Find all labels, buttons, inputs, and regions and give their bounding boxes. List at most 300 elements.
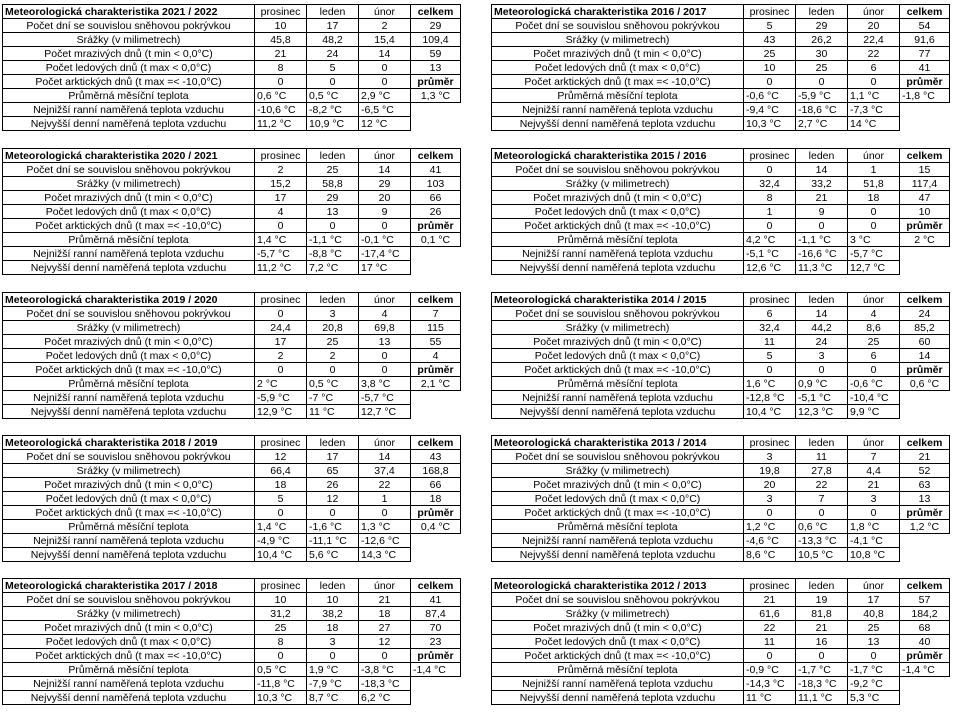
- table-row: [492, 593, 950, 607]
- row-label: Nejnižší ranní naměřená teplota vzduchu: [492, 534, 744, 548]
- table-row: [492, 117, 950, 131]
- value-cell: 15,2: [255, 177, 307, 191]
- value-cell: 0: [744, 75, 796, 89]
- table-row: [3, 520, 461, 534]
- value-cell: -0,9 °C: [744, 663, 796, 677]
- value-cell: 33,2: [796, 177, 848, 191]
- value-cell: 6: [848, 61, 900, 75]
- total-header: celkem: [900, 579, 950, 593]
- table-row: [492, 205, 950, 219]
- table-row: [492, 191, 950, 205]
- value-cell: 24,4: [255, 321, 307, 335]
- row-label: Nejvyšší denní naměřená teplota vzduchu: [492, 405, 744, 419]
- table-row: [3, 635, 461, 649]
- value-cell: 10,4 °C: [255, 548, 307, 562]
- row-label: Počet ledových dnů (t max < 0,0°C): [492, 349, 744, 363]
- value-cell: 7: [848, 450, 900, 464]
- table-row: [492, 607, 950, 621]
- row-label: Počet dní se souvislou sněhovou pokrývkou: [3, 450, 255, 464]
- value-cell: 19: [796, 593, 848, 607]
- value-cell: 8: [744, 191, 796, 205]
- value-cell: 12,6 °C: [744, 261, 796, 275]
- total-header: celkem: [411, 436, 461, 450]
- value-cell: 4,2 °C: [744, 233, 796, 247]
- table-header-row: [3, 436, 461, 450]
- table-row: [3, 405, 461, 419]
- total-cell: 18: [411, 492, 461, 506]
- table-row: [492, 677, 950, 691]
- row-label: Počet mrazivých dnů (t min < 0,0°C): [3, 47, 255, 61]
- table-row: [3, 663, 461, 677]
- total-cell: 63: [900, 478, 950, 492]
- value-cell: 0: [848, 219, 900, 233]
- total-cell: 7: [411, 307, 461, 321]
- value-cell: 29: [307, 191, 359, 205]
- value-cell: 21: [796, 191, 848, 205]
- value-cell: 8,6: [848, 321, 900, 335]
- value-cell: 5: [255, 492, 307, 506]
- value-cell: 26,2: [796, 33, 848, 47]
- row-label: Srážky (v milimetrech): [492, 177, 744, 191]
- value-cell: -5,1 °C: [744, 247, 796, 261]
- value-cell: 1,8 °C: [848, 520, 900, 534]
- value-cell: 1,1 °C: [848, 89, 900, 103]
- month-header: prosinec: [744, 579, 796, 593]
- value-cell: 18: [848, 191, 900, 205]
- value-cell: -0,1 °C: [359, 233, 411, 247]
- value-cell: -14,3 °C: [744, 677, 796, 691]
- value-cell: -13,3 °C: [796, 534, 848, 548]
- row-label: Nejnižší ranní naměřená teplota vzduchu: [492, 103, 744, 117]
- value-cell: 1,6 °C: [744, 377, 796, 391]
- table-row: [3, 548, 461, 562]
- value-cell: -5,7 °C: [848, 247, 900, 261]
- value-cell: 9,9 °C: [848, 405, 900, 419]
- value-cell: 0: [848, 75, 900, 89]
- month-header: prosinec: [255, 5, 307, 19]
- table-row: [492, 520, 950, 534]
- average-header: průměr: [411, 363, 461, 377]
- row-label: Srážky (v milimetrech): [492, 464, 744, 478]
- value-cell: 8,7 °C: [307, 691, 359, 705]
- value-cell: 14,3 °C: [359, 548, 411, 562]
- average-header: průměr: [411, 649, 461, 663]
- value-cell: 25: [848, 335, 900, 349]
- value-cell: 10: [307, 593, 359, 607]
- empty-cell: [411, 534, 461, 548]
- row-label: Nejvyšší denní naměřená teplota vzduchu: [492, 261, 744, 275]
- table-header-row: [492, 149, 950, 163]
- row-label: Počet mrazivých dnů (t min < 0,0°C): [492, 47, 744, 61]
- value-cell: 22: [848, 47, 900, 61]
- value-cell: 32,4: [744, 321, 796, 335]
- value-cell: 0: [359, 649, 411, 663]
- average-cell: 2 °C: [900, 233, 950, 247]
- total-cell: 103: [411, 177, 461, 191]
- value-cell: 17 °C: [359, 261, 411, 275]
- value-cell: 2,9 °C: [359, 89, 411, 103]
- value-cell: 12,9 °C: [255, 405, 307, 419]
- table-header-row: [492, 293, 950, 307]
- average-cell: 1,2 °C: [900, 520, 950, 534]
- table-row: [492, 89, 950, 103]
- total-header: celkem: [900, 5, 950, 19]
- value-cell: 13: [848, 635, 900, 649]
- total-cell: 91,6: [900, 33, 950, 47]
- empty-cell: [900, 677, 950, 691]
- value-cell: 3: [848, 492, 900, 506]
- value-cell: 15,4: [359, 33, 411, 47]
- value-cell: 0: [255, 75, 307, 89]
- value-cell: -4,9 °C: [255, 534, 307, 548]
- value-cell: 0: [744, 649, 796, 663]
- table-row: [3, 103, 461, 117]
- value-cell: 3: [307, 307, 359, 321]
- value-cell: 0: [307, 75, 359, 89]
- value-cell: 5: [307, 61, 359, 75]
- total-cell: 68: [900, 621, 950, 635]
- table-header-row: [3, 579, 461, 593]
- row-label: Počet arktických dnů (t max =< -10,0°C): [492, 75, 744, 89]
- value-cell: -1,7 °C: [848, 663, 900, 677]
- value-cell: 17: [255, 191, 307, 205]
- value-cell: 21: [744, 593, 796, 607]
- value-cell: 8,6 °C: [744, 548, 796, 562]
- total-cell: 10: [900, 205, 950, 219]
- row-label: Počet ledových dnů (t max < 0,0°C): [3, 492, 255, 506]
- value-cell: 25: [796, 61, 848, 75]
- row-label: Počet ledových dnů (t max < 0,0°C): [492, 61, 744, 75]
- total-cell: 4: [411, 349, 461, 363]
- value-cell: 45,8: [255, 33, 307, 47]
- value-cell: 11: [744, 335, 796, 349]
- value-cell: 10,4 °C: [744, 405, 796, 419]
- total-header: celkem: [411, 5, 461, 19]
- row-label: Průměrná měsíční teplota: [3, 89, 255, 103]
- table-row: [492, 450, 950, 464]
- value-cell: 0: [744, 363, 796, 377]
- total-cell: 109,4: [411, 33, 461, 47]
- total-cell: 21: [900, 450, 950, 464]
- value-cell: 0: [255, 363, 307, 377]
- row-label: Počet dní se souvislou sněhovou pokrývkou: [3, 163, 255, 177]
- value-cell: 13: [359, 335, 411, 349]
- table-row: [3, 534, 461, 548]
- average-header: průměr: [411, 75, 461, 89]
- value-cell: 24: [307, 47, 359, 61]
- month-header: únor: [848, 5, 900, 19]
- row-label: Počet ledových dnů (t max < 0,0°C): [3, 635, 255, 649]
- total-cell: 77: [900, 47, 950, 61]
- table-row: [492, 261, 950, 275]
- table-row: [492, 33, 950, 47]
- meteo-table: [491, 435, 950, 562]
- value-cell: 10,3 °C: [255, 691, 307, 705]
- value-cell: 22,4: [848, 33, 900, 47]
- value-cell: 29: [796, 19, 848, 33]
- month-header: leden: [796, 293, 848, 307]
- average-header: průměr: [900, 219, 950, 233]
- total-cell: 41: [411, 593, 461, 607]
- value-cell: 0: [744, 506, 796, 520]
- month-header: leden: [307, 293, 359, 307]
- row-label: Srážky (v milimetrech): [3, 177, 255, 191]
- total-cell: 66: [411, 191, 461, 205]
- table-row: [492, 478, 950, 492]
- row-label: Počet ledových dnů (t max < 0,0°C): [3, 61, 255, 75]
- row-label: Nejnižší ranní naměřená teplota vzduchu: [3, 247, 255, 261]
- value-cell: -5,1 °C: [796, 391, 848, 405]
- table-title: Meteorologická charakteristika 2020 / 2021: [3, 149, 255, 163]
- value-cell: 66,4: [255, 464, 307, 478]
- value-cell: 4: [359, 307, 411, 321]
- empty-cell: [900, 534, 950, 548]
- table-row: [492, 534, 950, 548]
- value-cell: 0,6 °C: [255, 89, 307, 103]
- value-cell: 44,2: [796, 321, 848, 335]
- empty-cell: [411, 391, 461, 405]
- average-header: průměr: [900, 75, 950, 89]
- row-label: Průměrná měsíční teplota: [492, 233, 744, 247]
- value-cell: 22: [359, 478, 411, 492]
- row-label: Počet mrazivých dnů (t min < 0,0°C): [3, 335, 255, 349]
- total-cell: 66: [411, 478, 461, 492]
- total-cell: 14: [900, 349, 950, 363]
- row-label: Nejvyšší denní naměřená teplota vzduchu: [3, 117, 255, 131]
- value-cell: 25: [744, 47, 796, 61]
- value-cell: -0,6 °C: [744, 89, 796, 103]
- value-cell: 1,3 °C: [359, 520, 411, 534]
- value-cell: 18: [307, 621, 359, 635]
- row-label: Počet ledových dnů (t max < 0,0°C): [3, 349, 255, 363]
- meteo-table: [491, 578, 950, 705]
- table-title: Meteorologická charakteristika 2015 / 2016: [492, 149, 744, 163]
- value-cell: 25: [307, 163, 359, 177]
- table-row: [492, 103, 950, 117]
- row-label: Srážky (v milimetrech): [492, 607, 744, 621]
- table-row: [3, 649, 461, 663]
- value-cell: 1: [848, 163, 900, 177]
- value-cell: 0: [744, 219, 796, 233]
- value-cell: 22: [796, 478, 848, 492]
- value-cell: 0: [359, 61, 411, 75]
- total-cell: 184,2: [900, 607, 950, 621]
- value-cell: -11,1 °C: [307, 534, 359, 548]
- value-cell: 29: [359, 177, 411, 191]
- value-cell: 21: [848, 478, 900, 492]
- value-cell: 10: [744, 61, 796, 75]
- empty-cell: [411, 677, 461, 691]
- value-cell: 10: [255, 19, 307, 33]
- value-cell: 58,8: [307, 177, 359, 191]
- row-label: Průměrná měsíční teplota: [3, 663, 255, 677]
- value-cell: -18,6 °C: [796, 103, 848, 117]
- empty-cell: [900, 117, 950, 131]
- empty-cell: [411, 548, 461, 562]
- average-header: průměr: [900, 649, 950, 663]
- value-cell: 1: [744, 205, 796, 219]
- row-label: Srážky (v milimetrech): [3, 607, 255, 621]
- table-row: [3, 233, 461, 247]
- table-title: Meteorologická charakteristika 2013 / 2014: [492, 436, 744, 450]
- value-cell: -6,5 °C: [359, 103, 411, 117]
- table-row: [492, 377, 950, 391]
- month-header: leden: [796, 579, 848, 593]
- value-cell: -5,9 °C: [796, 89, 848, 103]
- meteo-table: [491, 148, 950, 275]
- row-label: Nejvyšší denní naměřená teplota vzduchu: [3, 548, 255, 562]
- total-cell: 29: [411, 19, 461, 33]
- value-cell: 31,2: [255, 607, 307, 621]
- value-cell: 40,8: [848, 607, 900, 621]
- table-row: [492, 219, 950, 233]
- value-cell: 0: [848, 649, 900, 663]
- value-cell: 11,3 °C: [796, 261, 848, 275]
- table-row: [3, 391, 461, 405]
- value-cell: 17: [307, 450, 359, 464]
- value-cell: 0: [307, 363, 359, 377]
- row-label: Nejnižší ranní naměřená teplota vzduchu: [492, 247, 744, 261]
- row-label: Počet dní se souvislou sněhovou pokrývkou: [3, 19, 255, 33]
- value-cell: 3: [744, 450, 796, 464]
- value-cell: 51,8: [848, 177, 900, 191]
- total-cell: 13: [900, 492, 950, 506]
- row-label: Počet arktických dnů (t max =< -10,0°C): [492, 506, 744, 520]
- value-cell: -9,2 °C: [848, 677, 900, 691]
- month-header: únor: [359, 5, 411, 19]
- total-cell: 85,2: [900, 321, 950, 335]
- average-cell: -1,8 °C: [900, 89, 950, 103]
- table-row: [492, 391, 950, 405]
- value-cell: 9: [359, 205, 411, 219]
- value-cell: 11,1 °C: [796, 691, 848, 705]
- value-cell: 7: [796, 492, 848, 506]
- row-label: Počet ledových dnů (t max < 0,0°C): [492, 205, 744, 219]
- value-cell: 5,3 °C: [848, 691, 900, 705]
- value-cell: 14: [359, 450, 411, 464]
- month-header: leden: [307, 579, 359, 593]
- month-header: únor: [359, 149, 411, 163]
- row-label: Počet dní se souvislou sněhovou pokrývkou: [492, 450, 744, 464]
- value-cell: -9,4 °C: [744, 103, 796, 117]
- month-header: leden: [307, 5, 359, 19]
- month-header: leden: [796, 436, 848, 450]
- value-cell: 0: [848, 363, 900, 377]
- table-row: [3, 247, 461, 261]
- table-title: Meteorologická charakteristika 2014 / 2015: [492, 293, 744, 307]
- table-row: [3, 593, 461, 607]
- average-cell: -1,4 °C: [900, 663, 950, 677]
- value-cell: 12: [307, 492, 359, 506]
- table-row: [492, 691, 950, 705]
- row-label: Počet mrazivých dnů (t min < 0,0°C): [3, 621, 255, 635]
- value-cell: 0,5 °C: [307, 89, 359, 103]
- row-label: Počet dní se souvislou sněhovou pokrývkou: [492, 307, 744, 321]
- value-cell: 11: [796, 450, 848, 464]
- value-cell: -8,8 °C: [307, 247, 359, 261]
- value-cell: 5: [744, 19, 796, 33]
- value-cell: 0: [307, 219, 359, 233]
- table-row: [3, 19, 461, 33]
- row-label: Počet mrazivých dnů (t min < 0,0°C): [492, 335, 744, 349]
- value-cell: 30: [796, 47, 848, 61]
- value-cell: -7 °C: [307, 391, 359, 405]
- value-cell: 20: [848, 19, 900, 33]
- empty-cell: [900, 548, 950, 562]
- month-header: prosinec: [255, 579, 307, 593]
- value-cell: 10,5 °C: [796, 548, 848, 562]
- value-cell: 38,2: [307, 607, 359, 621]
- value-cell: 8: [255, 635, 307, 649]
- value-cell: 2: [255, 349, 307, 363]
- value-cell: 12,3 °C: [796, 405, 848, 419]
- row-label: Srážky (v milimetrech): [3, 33, 255, 47]
- row-label: Průměrná měsíční teplota: [492, 377, 744, 391]
- table-header-row: [3, 293, 461, 307]
- row-label: Průměrná měsíční teplota: [492, 663, 744, 677]
- row-label: Nejnižší ranní naměřená teplota vzduchu: [492, 391, 744, 405]
- meteo-table: [2, 148, 461, 275]
- row-label: Nejvyšší denní naměřená teplota vzduchu: [3, 691, 255, 705]
- month-header: prosinec: [255, 436, 307, 450]
- table-row: [492, 405, 950, 419]
- empty-cell: [411, 261, 461, 275]
- total-cell: 47: [900, 191, 950, 205]
- value-cell: 10: [255, 593, 307, 607]
- total-cell: 60: [900, 335, 950, 349]
- value-cell: 1,2 °C: [744, 520, 796, 534]
- value-cell: 18: [359, 607, 411, 621]
- row-label: Srážky (v milimetrech): [492, 33, 744, 47]
- value-cell: 0: [255, 307, 307, 321]
- value-cell: 0: [255, 649, 307, 663]
- row-label: Srážky (v milimetrech): [492, 321, 744, 335]
- table-row: [492, 492, 950, 506]
- value-cell: -5,9 °C: [255, 391, 307, 405]
- table-title: Meteorologická charakteristika 2019 / 2020: [3, 293, 255, 307]
- value-cell: 2 °C: [255, 377, 307, 391]
- value-cell: 5,6 °C: [307, 548, 359, 562]
- month-header: prosinec: [744, 293, 796, 307]
- row-label: Počet arktických dnů (t max =< -10,0°C): [3, 75, 255, 89]
- value-cell: 37,4: [359, 464, 411, 478]
- total-cell: 41: [900, 61, 950, 75]
- value-cell: 6: [848, 349, 900, 363]
- table-row: [3, 677, 461, 691]
- value-cell: 17: [255, 335, 307, 349]
- value-cell: 10,8 °C: [848, 548, 900, 562]
- row-label: Průměrná měsíční teplota: [3, 233, 255, 247]
- empty-cell: [411, 103, 461, 117]
- empty-cell: [900, 391, 950, 405]
- row-label: Nejvyšší denní naměřená teplota vzduchu: [3, 405, 255, 419]
- meteo-table: [2, 435, 461, 562]
- value-cell: 81,8: [796, 607, 848, 621]
- value-cell: 0: [255, 219, 307, 233]
- row-label: Počet ledových dnů (t max < 0,0°C): [3, 205, 255, 219]
- value-cell: -10,6 °C: [255, 103, 307, 117]
- table-row: [3, 75, 461, 89]
- value-cell: -4,1 °C: [848, 534, 900, 548]
- table-row: [492, 177, 950, 191]
- table-header-row: [492, 5, 950, 19]
- value-cell: 12,7 °C: [848, 261, 900, 275]
- total-cell: 24: [900, 307, 950, 321]
- total-cell: 57: [900, 593, 950, 607]
- value-cell: -4,6 °C: [744, 534, 796, 548]
- value-cell: 20: [359, 191, 411, 205]
- row-label: Počet ledových dnů (t max < 0,0°C): [492, 492, 744, 506]
